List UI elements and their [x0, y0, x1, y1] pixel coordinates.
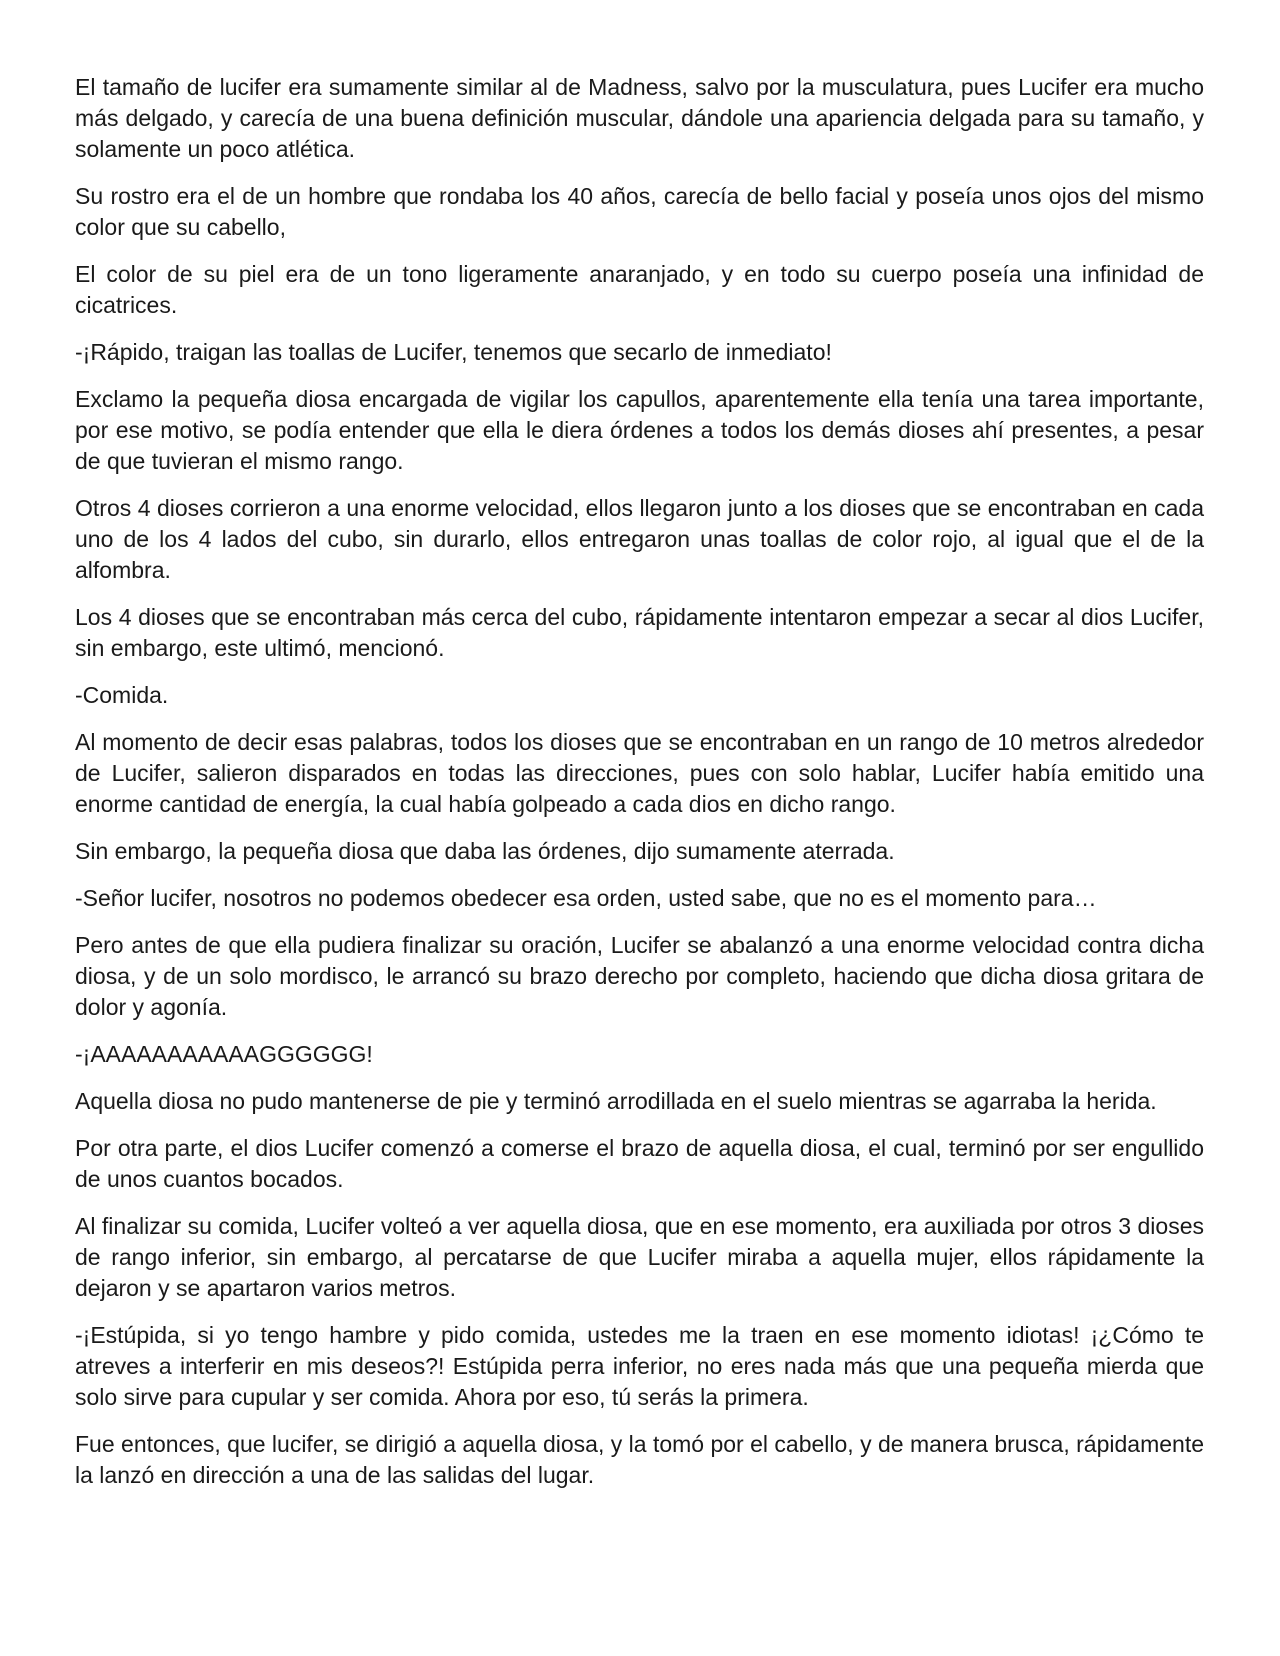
paragraph-5: Exclamo la pequeña diosa encargada de vigilar los capullos, aparentemente ella tenía una tarea importante, por ese motivo, se podía entender que ella le diera órdenes a todos los demás dioses ahí presentes, a pesar de que tuvieran el mismo rango.: [75, 386, 1204, 474]
paragraph-14: Aquella diosa no pudo mantenerse de pie y terminó arrodillada en el suelo mientras se agarraba la herida.: [75, 1088, 1157, 1114]
paragraph-8: -Comida.: [75, 682, 169, 708]
paragraph-3: El color de su piel era de un tono ligeramente anaranjado, y en todo su cuerpo poseía una infinidad de cicatrices.: [75, 261, 1204, 318]
paragraph-1: El tamaño de lucifer era sumamente similar al de Madness, salvo por la musculatura, pues Lucifer era mucho más delgado, y carecía de una buena definición muscular, dándole una apariencia delgada para su tamaño, y solamente un poco atlética.: [75, 74, 1204, 162]
paragraph-9: Al momento de decir esas palabras, todos los dioses que se encontraban en un rango de 10 metros alrededor de Lucifer, salieron disparados en todas las direcciones, pues con solo hablar, Lucifer había emitido una enorme cantidad de energía, la cual había golpeado a cada dios en dicho rango.: [75, 729, 1204, 817]
document-page: [75, 72, 1204, 1507]
paragraph-18: Fue entonces, que lucifer, se dirigió a aquella diosa, y la tomó por el cabello, y de manera brusca, rápidamente la lanzó en dirección a una de las salidas del lugar.: [75, 1431, 1204, 1488]
paragraph-12: Pero antes de que ella pudiera finalizar su oración, Lucifer se abalanzó a una enorme velocidad contra dicha diosa, y de un solo mordisco, le arrancó su brazo derecho por completo, haciendo que dicha diosa gritara de dolor y agonía.: [75, 932, 1204, 1020]
paragraph-17: -¡Estúpida, si yo tengo hambre y pido comida, ustedes me la traen en ese momento idiotas! ¡¿Cómo te atreves a interferir en mis deseos?! Estúpida perra inferior, no eres nada más que una pequeña mierda que solo sirve para cupular y ser comida. Ahora por eso, tú serás la primera.: [75, 1322, 1204, 1410]
paragraph-16: Al finalizar su comida, Lucifer volteó a ver aquella diosa, que en ese momento, era auxiliada por otros 3 dioses de rango inferior, sin embargo, al percatarse de que Lucifer miraba a aquella mujer, ellos rápidamente la dejaron y se apartaron varios metros.: [75, 1213, 1204, 1301]
paragraph-2: Su rostro era el de un hombre que rondaba los 40 años, carecía de bello facial y poseía unos ojos del mismo color que su cabello,: [75, 183, 1204, 240]
paragraph-10: Sin embargo, la pequeña diosa que daba las órdenes, dijo sumamente aterrada.: [75, 838, 895, 864]
paragraph-11: -Señor lucifer, nosotros no podemos obedecer esa orden, usted sabe, que no es el momento para…: [75, 885, 1097, 911]
paragraph-4: -¡Rápido, traigan las toallas de Lucifer, tenemos que secarlo de inmediato!: [75, 339, 832, 365]
paragraph-13: -¡AAAAAAAAAAAGGGGGG!: [75, 1041, 373, 1067]
paragraph-15: Por otra parte, el dios Lucifer comenzó a comerse el brazo de aquella diosa, el cual, terminó por ser engullido de unos cuantos bocados.: [75, 1135, 1204, 1192]
paragraph-6: Otros 4 dioses corrieron a una enorme velocidad, ellos llegaron junto a los dioses que se encontraban en cada uno de los 4 lados del cubo, sin durarlo, ellos entregaron unas toallas de color rojo, al igual que el de la alfombra.: [75, 495, 1204, 583]
paragraph-7: Los 4 dioses que se encontraban más cerca del cubo, rápidamente intentaron empezar a secar al dios Lucifer, sin embargo, este ultimó, mencionó.: [75, 604, 1204, 661]
